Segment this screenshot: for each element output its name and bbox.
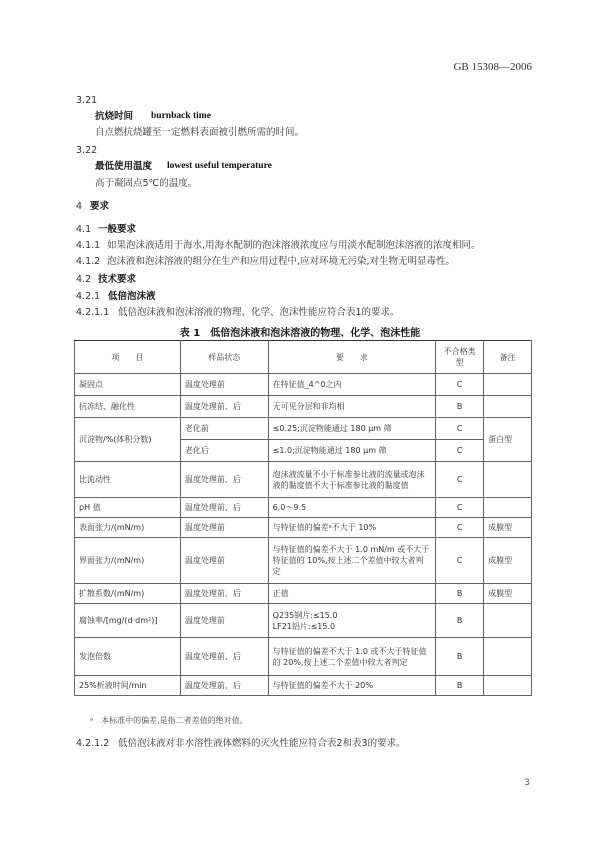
cell-item: 25%析液时间/min [75, 676, 181, 696]
cell-state: 温度处理前、后 [180, 638, 268, 676]
corrosion-aluminum: LF21铝片:≤15.0 [272, 621, 336, 631]
cell-requirement: 与特征值的偏差不大于 1.0 mN/m 或不大于特征值的 10%,按上述二个差值中较大者判定 [268, 538, 436, 584]
cell-state: 温度处理前、后 [180, 396, 268, 418]
cell-state: 温度处理前、后 [180, 676, 268, 696]
cell-remark [484, 396, 532, 418]
term-cn-lowest-temp: 最低使用温度 [95, 161, 153, 172]
term-en-lowest-temp: lowest useful temperature [167, 161, 272, 171]
table-row [75, 604, 532, 638]
cell-requirement: 6.0～9.5 [268, 498, 436, 518]
section-number-4-1-2: 4.1.2 [76, 256, 101, 267]
section-title-4-2: 技术要求 [98, 274, 137, 285]
cell-category: C [436, 538, 484, 584]
cell-requirement: ≤0.25;沉淀物能通过 180 μm 筛 [268, 418, 436, 440]
section-text-4-1-1: 如果泡沫液适用于海水,用海水配制的泡沫溶液浓度应与用淡水配制泡沫溶液的浓度相同。 [107, 240, 481, 251]
section-text-4-2-1-2: 低倍泡沫液对非水溶性液体燃料的灭火性能应符合表2和表3的要求。 [118, 738, 406, 749]
cell-remark [484, 498, 532, 518]
cell-category: C [436, 498, 484, 518]
cell-item: 沉淀物/%(体积分数) [75, 418, 181, 462]
cell-category: B [436, 396, 484, 418]
table-row [75, 418, 532, 440]
cell-requirement: ≤1.0;沉淀物能通过 180 μm 筛 [268, 440, 436, 462]
cell-state: 老化后 [180, 440, 268, 462]
cell-state: 温度处理前、后 [180, 498, 268, 518]
header-item: 项 目 [75, 341, 181, 374]
table-row [75, 638, 532, 676]
cell-remark [484, 604, 532, 638]
cell-remark [484, 374, 532, 396]
cell-remark: 成膜型 [484, 538, 532, 584]
cell-requirement: 与特征值的偏差ᵃ不大于 10% [268, 518, 436, 538]
cell-category: C [436, 462, 484, 498]
cell-category: C [436, 418, 484, 440]
cell-state: 温度处理前、后 [180, 584, 268, 604]
section-number-4-2-1-2: 4.2.1.2 [76, 738, 110, 749]
definition-lowest-temp: 高于凝固点5℃的温度。 [95, 178, 198, 189]
cell-requirement: 与特征值的偏差不大于 20% [268, 676, 436, 696]
section-number-3-21: 3.21 [76, 95, 98, 106]
cell-category: B [436, 604, 484, 638]
cell-item: 比流动性 [75, 462, 181, 498]
performance-table [74, 340, 532, 696]
section-title-4: 要求 [90, 201, 110, 212]
cell-category: C [436, 374, 484, 396]
cell-remark [484, 676, 532, 696]
table-row [75, 584, 532, 604]
definition-burnback: 自点燃抗烧罐至一定燃料表面被引燃所需的时间。 [95, 127, 305, 138]
cell-requirement: 泡沫液流量不小于标准参比液的流量或泡沫液的黏度值不大于标准参比液的黏度值 [268, 462, 436, 498]
section-number-4-1: 4.1 [76, 224, 92, 235]
section-text-4-1-2: 泡沫液和泡沫溶液的组分在生产和应用过程中,应对环境无污染,对生物无明显毒性。 [107, 256, 456, 267]
section-number-4-2: 4.2 [76, 274, 92, 285]
table-row [75, 374, 532, 396]
cell-remark: 蛋白型 [484, 418, 532, 462]
cell-state: 温度处理前 [180, 518, 268, 538]
table-header-row [75, 341, 532, 374]
cell-remark [484, 462, 532, 498]
cell-category: B [436, 638, 484, 676]
table-row [75, 518, 532, 538]
cell-state: 温度处理前 [180, 538, 268, 584]
table-footnote: ᵃ 本标准中的偏差,是指二者差值的绝对值。 [90, 716, 248, 725]
cell-remark: 成膜型 [484, 518, 532, 538]
cell-item: 界面张力/(mN/m) [75, 538, 181, 584]
section-number-4-1-1: 4.1.1 [76, 240, 101, 251]
cell-requirement: 与特征值的偏差不大于 1.0 或不大于特征值的 20%,按上述二个差值中较大者判定 [268, 638, 436, 676]
cell-requirement: 正值 [268, 584, 436, 604]
header-requirement: 要 求 [268, 341, 436, 374]
standard-code: GB 15308—2006 [453, 61, 532, 73]
cell-remark: 成膜型 [484, 584, 532, 604]
section-text-4-2-1-1: 低倍泡沫液和泡沫溶液的物理、化学、泡沫性能应符合表1的要求。 [118, 307, 400, 318]
cell-state: 温度处理前 [180, 604, 268, 638]
corrosion-steel: Q235钢片:≤15.0 [272, 610, 338, 620]
term-cn-burnback: 抗烧时间 [95, 111, 134, 122]
cell-state: 温度处理前、后 [180, 462, 268, 498]
section-title-4-1: 一般要求 [98, 224, 137, 235]
table-row [75, 498, 532, 518]
table-row [75, 462, 532, 498]
section-number-3-22: 3.22 [76, 145, 98, 156]
cell-item: 表面张力/(mN/m) [75, 518, 181, 538]
cell-item: 凝固点 [75, 374, 181, 396]
term-en-burnback: burnback time [151, 111, 211, 121]
cell-item: 扩散系数/(mN/m) [75, 584, 181, 604]
cell-item: 腐蚀率/[mg/(d·dm²)] [75, 604, 181, 638]
cell-category: C [436, 440, 484, 462]
section-number-4-2-1: 4.2.1 [76, 291, 101, 302]
cell-requirement [268, 604, 436, 638]
cell-category: C [436, 518, 484, 538]
table-row [75, 538, 532, 584]
page-number: 3 [524, 778, 530, 788]
section-number-4: 4 [76, 201, 83, 212]
cell-category: B [436, 676, 484, 696]
header-state: 样品状态 [180, 341, 268, 374]
cell-remark [484, 638, 532, 676]
table-caption: 表 1 低倍泡沫液和泡沫溶液的物理、化学、泡沫性能 [179, 328, 421, 339]
cell-item: 抗冻结、融化性 [75, 396, 181, 418]
cell-requirement: 无可见分层和非均相 [268, 396, 436, 418]
cell-state: 温度处理前 [180, 374, 268, 396]
section-number-4-2-1-1: 4.2.1.1 [76, 307, 110, 318]
cell-item: pH 值 [75, 498, 181, 518]
header-category: 不合格类型 [436, 341, 484, 374]
cell-state: 老化前 [180, 418, 268, 440]
table-row [75, 676, 532, 696]
cell-category: B [436, 584, 484, 604]
cell-item: 发泡倍数 [75, 638, 181, 676]
section-title-4-2-1: 低倍泡沫液 [108, 291, 156, 302]
cell-requirement: 在特征值_4^0之内 [268, 374, 436, 396]
table-row [75, 396, 532, 418]
header-remark: 备注 [484, 341, 532, 374]
